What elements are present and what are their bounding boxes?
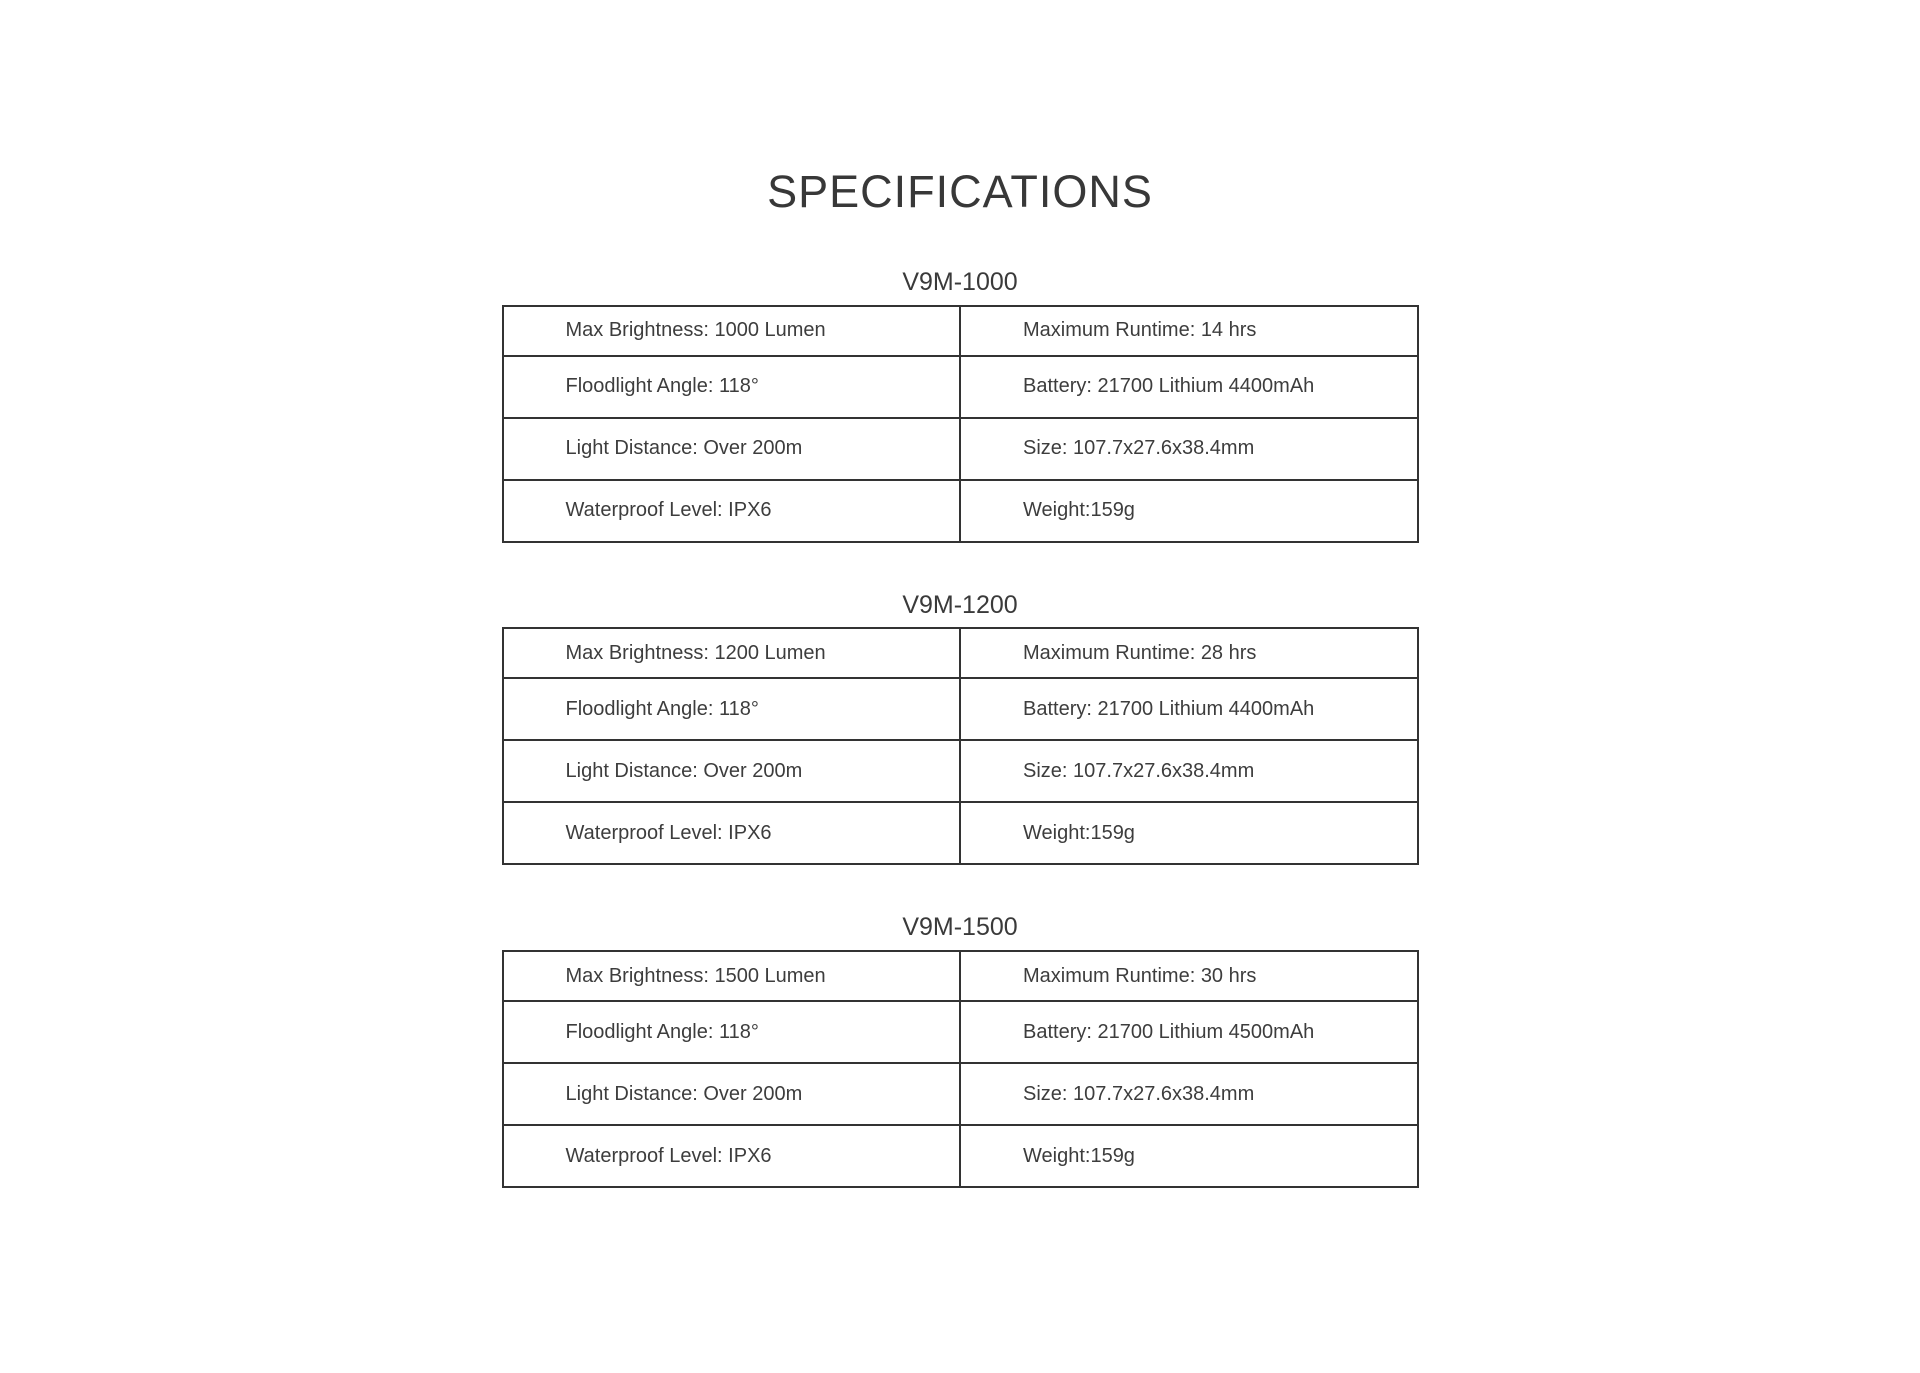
spec-cell: Floodlight Angle: 118° xyxy=(503,356,961,418)
spec-cell: Light Distance: Over 200m xyxy=(503,418,961,480)
page-title: SPECIFICATIONS xyxy=(767,166,1153,217)
table-row xyxy=(503,678,1418,740)
spec-section-v9m-1500 xyxy=(502,913,1419,1188)
spec-cell: Size: 107.7x27.6x38.4mm xyxy=(960,1063,1418,1125)
spec-cell: Light Distance: Over 200m xyxy=(503,740,961,802)
table-row xyxy=(503,306,1418,356)
table-row xyxy=(503,418,1418,480)
spec-table-v9m-1000 xyxy=(502,305,1419,543)
table-row xyxy=(503,802,1418,864)
table-row xyxy=(503,1125,1418,1187)
model-heading: V9M-1200 xyxy=(902,590,1018,619)
spec-cell: Waterproof Level: IPX6 xyxy=(503,802,961,864)
spec-cell: Battery: 21700 Lithium 4400mAh xyxy=(960,678,1418,740)
spec-table-v9m-1500 xyxy=(502,950,1419,1188)
table-row xyxy=(503,480,1418,542)
table-row xyxy=(503,628,1418,678)
spec-cell: Maximum Runtime: 28 hrs xyxy=(960,628,1418,678)
spec-cell: Max Brightness: 1500 Lumen xyxy=(503,951,961,1001)
table-row xyxy=(503,356,1418,418)
spec-table-v9m-1200 xyxy=(502,627,1419,865)
table-row xyxy=(503,1001,1418,1063)
model-heading: V9M-1500 xyxy=(902,913,1018,942)
spec-cell: Battery: 21700 Lithium 4500mAh xyxy=(960,1001,1418,1063)
spec-cell: Light Distance: Over 200m xyxy=(503,1063,961,1125)
specifications-content xyxy=(502,0,1419,1188)
spec-cell: Waterproof Level: IPX6 xyxy=(503,480,961,542)
table-row xyxy=(503,951,1418,1001)
spec-cell: Waterproof Level: IPX6 xyxy=(503,1125,961,1187)
spec-cell: Floodlight Angle: 118° xyxy=(503,1001,961,1063)
spec-cell: Weight:159g xyxy=(960,1125,1418,1187)
spec-cell: Size: 107.7x27.6x38.4mm xyxy=(960,418,1418,480)
spec-cell: Size: 107.7x27.6x38.4mm xyxy=(960,740,1418,802)
spec-cell: Max Brightness: 1000 Lumen xyxy=(503,306,961,356)
spec-cell: Maximum Runtime: 14 hrs xyxy=(960,306,1418,356)
spec-section-v9m-1000 xyxy=(502,268,1419,543)
table-row xyxy=(503,740,1418,802)
spec-cell: Weight:159g xyxy=(960,802,1418,864)
spec-section-v9m-1200 xyxy=(502,591,1419,866)
spec-cell: Maximum Runtime: 30 hrs xyxy=(960,951,1418,1001)
table-row xyxy=(503,1063,1418,1125)
spec-cell: Weight:159g xyxy=(960,480,1418,542)
spec-cell: Max Brightness: 1200 Lumen xyxy=(503,628,961,678)
spec-cell: Floodlight Angle: 118° xyxy=(503,678,961,740)
spec-cell: Battery: 21700 Lithium 4400mAh xyxy=(960,356,1418,418)
model-heading: V9M-1000 xyxy=(902,267,1018,296)
